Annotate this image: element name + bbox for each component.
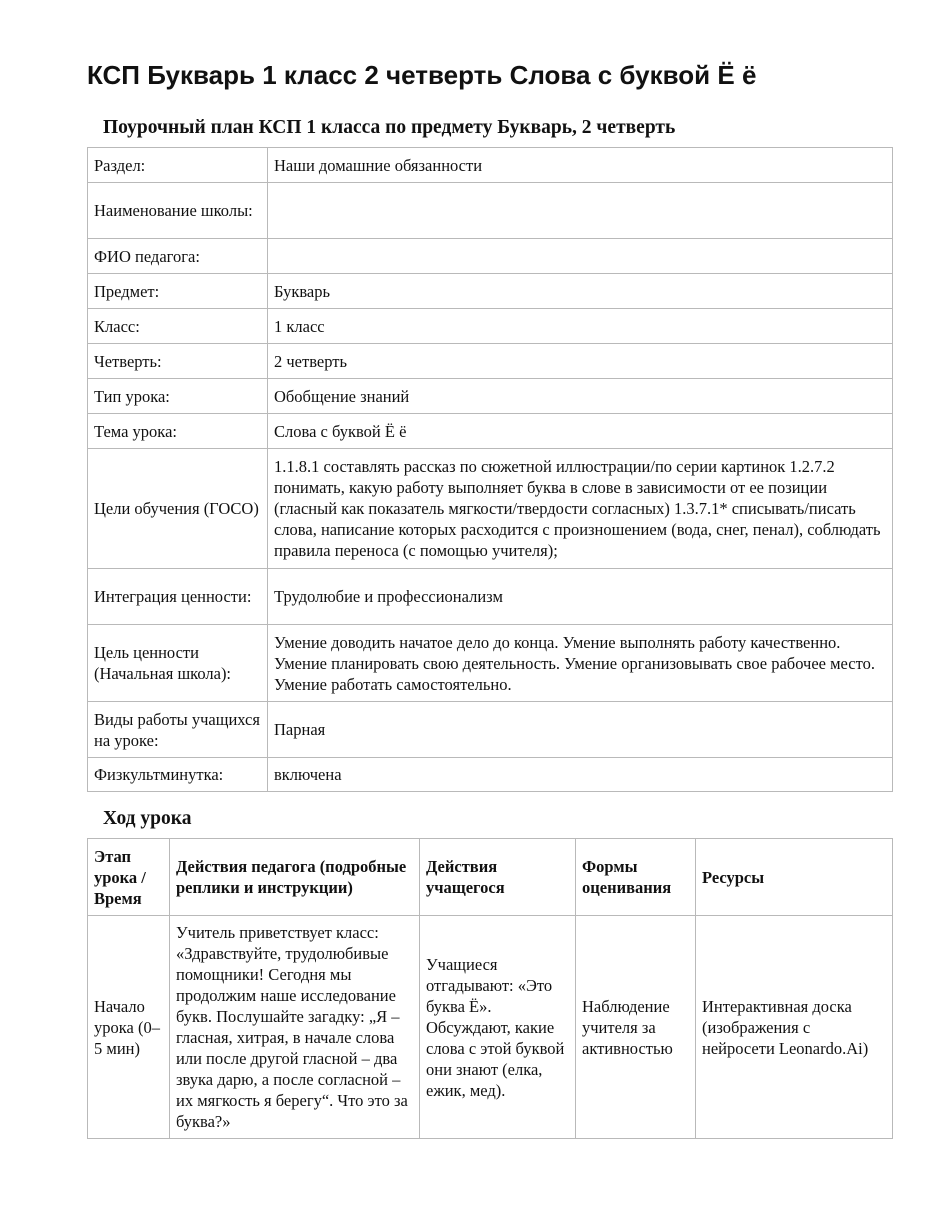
header-stage: Этап урока / Время <box>88 839 170 916</box>
lesson-progress-heading: Ход урока <box>103 808 192 829</box>
row-label: ФИО педагога: <box>88 239 268 274</box>
row-label: Физкультминутка: <box>88 758 268 792</box>
table-row <box>88 239 893 274</box>
lesson-info-table <box>87 147 893 792</box>
cell-assessment-forms: Наблюдение учителя за активностью <box>576 916 696 1139</box>
row-label: Цель ценности (Начальная школа): <box>88 625 268 702</box>
header-teacher-actions: Действия педагога (подробные реплики и инструкции) <box>170 839 420 916</box>
row-label: Тип урока: <box>88 379 268 414</box>
table-row <box>88 379 893 414</box>
row-label: Виды работы учащихся на уроке: <box>88 702 268 758</box>
cell-student-actions: Учащиеся отгадывают: «Это буква Ё». Обсуждают, какие слова с этой буквой они знают (елка, ежик, мед). <box>420 916 576 1139</box>
row-label: Наименование школы: <box>88 183 268 239</box>
table-row <box>88 274 893 309</box>
table-row <box>88 569 893 625</box>
table-row <box>88 309 893 344</box>
row-value: включена <box>268 758 893 792</box>
row-value <box>268 239 893 274</box>
row-label: Класс: <box>88 309 268 344</box>
header-resources: Ресурсы <box>696 839 893 916</box>
row-value: Наши домашние обязанности <box>268 148 893 183</box>
row-value: 1 класс <box>268 309 893 344</box>
row-label: Предмет: <box>88 274 268 309</box>
row-value: Обобщение знаний <box>268 379 893 414</box>
table-row <box>88 148 893 183</box>
row-label: Интеграция ценности: <box>88 569 268 625</box>
table-row <box>88 625 893 702</box>
row-label: Цели обучения (ГОСО) <box>88 449 268 569</box>
plan-heading: Поурочный план КСП 1 класса по предмету Букварь, 2 четверть <box>103 117 676 138</box>
header-student-actions: Действия учащегося <box>420 839 576 916</box>
table-row <box>88 344 893 379</box>
row-label: Четверть: <box>88 344 268 379</box>
row-value: Трудолюбие и профессионализм <box>268 569 893 625</box>
cell-teacher-actions: Учитель приветствует класс: «Здравствуйте, трудолюбивые помощники! Сегодня мы продолжим наше исследование букв. Послушайте загадку: „Я – гласная, хитрая, в начале слова или после другой гласной – два звука дарю, а после согласной – их мягкость я берегу“. Что это за буква?» <box>170 916 420 1139</box>
row-label: Тема урока: <box>88 414 268 449</box>
lesson-progress-table <box>87 838 893 1139</box>
row-value: Умение доводить начатое дело до конца. Умение выполнять работу качественно. Умение планировать свою деятельность. Умение организовывать свое рабочее место. Умение работать самостоятельно. <box>268 625 893 702</box>
table-header-row <box>88 839 893 916</box>
row-value: Букварь <box>268 274 893 309</box>
header-assessment-forms: Формы оценивания <box>576 839 696 916</box>
table-row <box>88 449 893 569</box>
table-row <box>88 183 893 239</box>
row-value: Парная <box>268 702 893 758</box>
row-value: 1.1.8.1 составлять рассказ по сюжетной иллюстрации/по серии картинок 1.2.7.2 понимать, какую работу выполняет буква в слове в зависимости от ее позиции (гласный как показатель мягкости/твердости согласных) 1.3.7.1* списывать/писать слова, написание которых расходится с произношением (вода, снег, пенал), соблюдать правила переноса (с помощью учителя); <box>268 449 893 569</box>
row-value: 2 четверть <box>268 344 893 379</box>
row-label: Раздел: <box>88 148 268 183</box>
row-value <box>268 183 893 239</box>
cell-stage: Начало урока (0–5 мин) <box>88 916 170 1139</box>
document-title: КСП Букварь 1 класс 2 четверть Слова с буквой Ё ё <box>87 60 757 90</box>
table-row <box>88 758 893 792</box>
table-row <box>88 414 893 449</box>
row-value: Слова с буквой Ё ё <box>268 414 893 449</box>
table-row <box>88 916 893 1139</box>
table-row <box>88 702 893 758</box>
cell-resources: Интерактивная доска (изображения с нейросети Leonardo.Ai) <box>696 916 893 1139</box>
